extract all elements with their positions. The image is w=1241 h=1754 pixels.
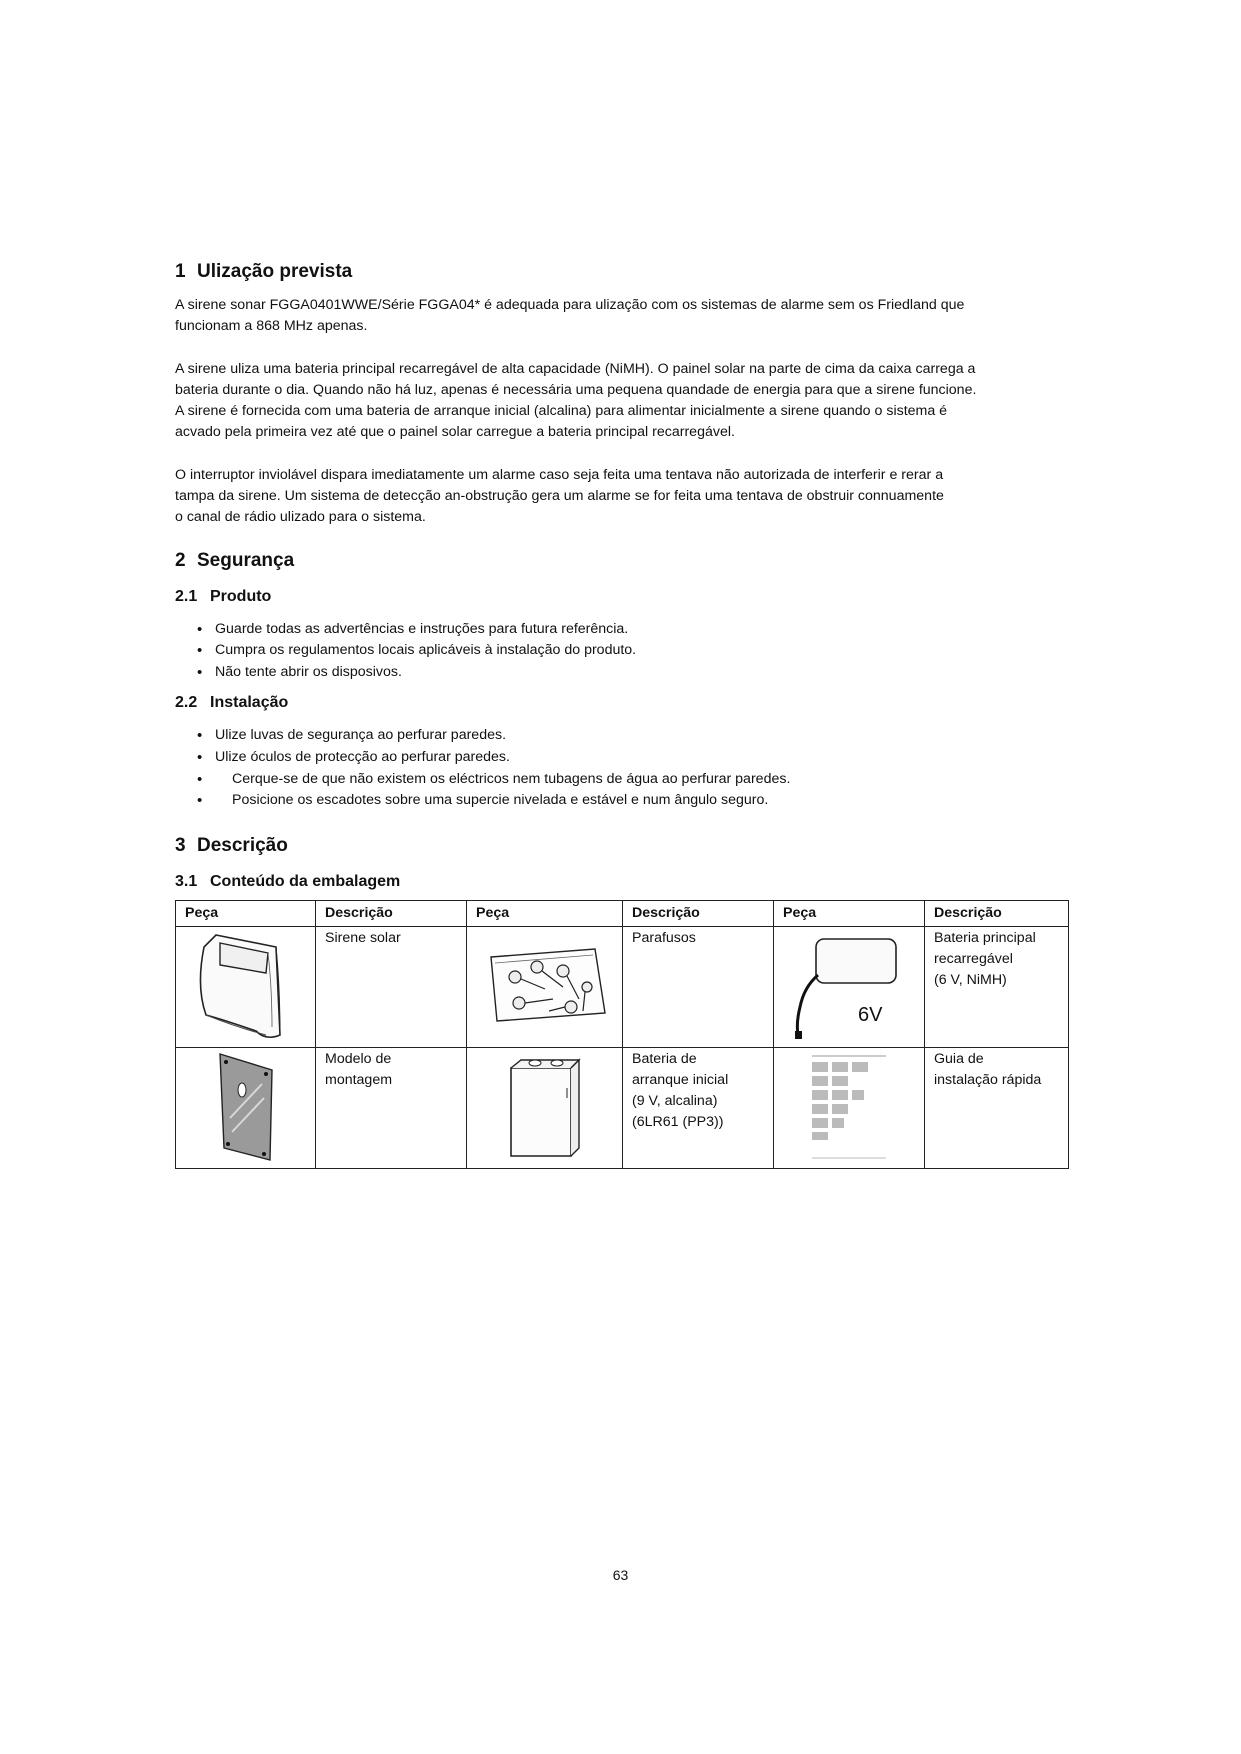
battery-label: 6V	[858, 1003, 883, 1026]
list-item: • Ulize óculos de protecção ao perfurar paredes.	[197, 747, 1075, 769]
product-safety-list	[175, 619, 1075, 684]
mounting-template-icon	[176, 1048, 316, 1168]
table-row	[176, 926, 1069, 1047]
screws-icon	[467, 927, 623, 1047]
table-header-row	[176, 900, 1069, 926]
part-description	[623, 926, 774, 1047]
part-description	[316, 926, 467, 1047]
9v-battery-icon	[467, 1048, 623, 1168]
table-row	[176, 1047, 1069, 1168]
list-item: • Guarde todas as advertências e instruções para futura referência.	[197, 619, 1075, 641]
section-number: 2	[175, 549, 186, 571]
section-title: Segurança	[197, 549, 295, 571]
paragraph-battery: A sirene uliza uma bateria principal recarregável de alta capacidade (NiMH). O painel solar na parte de cima da caixa carrega a bateria durante o dia. Quando não há luz, apenas é necessária uma pequena quandade de energia para que a sirene funcione. A sirene é fornecida com uma bateria de arranque inicial (alcalina) para alimentar inicialmente a sirene quando o sistema é acvado pela primeira vez até que o painel solar carregue a bateria principal recarregável.	[175, 360, 977, 441]
installation-safety-list	[175, 725, 1075, 811]
part-description-text: Modelo de montagem	[325, 1050, 393, 1088]
part-image-cell	[774, 1047, 925, 1168]
section-2-heading	[175, 547, 1075, 575]
part-description	[925, 1047, 1069, 1168]
part-description	[316, 1047, 467, 1168]
subsection-title: Conteúdo da embalagem	[210, 872, 401, 890]
section-1-heading	[175, 258, 1075, 286]
list-item: • Não tente abrir os disposivos.	[197, 662, 1075, 684]
section-title: Ulização prevista	[197, 261, 353, 282]
column-header: Descrição	[623, 900, 774, 926]
list-item: • Posicione os escadotes sobre uma supercie nivelada e estável e num ângulo seguro.	[197, 790, 1075, 812]
part-description	[623, 1047, 774, 1168]
part-description-text: Bateria de arranque inicial (9 V, alcalina) (6LR61 (PP3))	[632, 1050, 729, 1130]
subsection-title: Produto	[210, 587, 272, 605]
part-image-cell	[467, 926, 623, 1047]
part-description-text: Sirene solar	[325, 929, 401, 946]
list-item: • Cumpra os regulamentos locais aplicáveis à instalação do produto.	[197, 640, 1075, 662]
subsection-title: Instalação	[210, 694, 289, 712]
solar-siren-icon	[176, 927, 316, 1047]
part-description-text: Guia de instalação rápida	[934, 1050, 1042, 1088]
section-title: Descrição	[197, 834, 288, 856]
subsection-2-1-heading	[175, 585, 1075, 609]
battery-pack-6v-icon	[774, 927, 925, 1047]
quick-guide-icon	[774, 1048, 925, 1168]
subsection-number: 2.1	[175, 587, 198, 605]
section-number: 3	[175, 834, 186, 856]
part-description-text: Parafusos	[632, 929, 696, 946]
part-description-text: Bateria principal recarregável (6 V, NiMH)	[934, 929, 1036, 988]
column-header: Peça	[176, 900, 316, 926]
column-header: Descrição	[316, 900, 467, 926]
package-contents-table	[175, 900, 1069, 1169]
paragraph-tamper: O interruptor inviolável dispara imediatamente um alarme caso seja feita uma tentava não autorizada de interferir e rerar a tampa da sirene. Um sistema de detecção an-obstrução gera um alarme se for feita uma tentava de obstruir connuamente o canal de rádio ulizado para o sistema.	[175, 466, 944, 526]
list-item: • Cerque-se de que não existem os eléctricos nem tubagens de água ao perfurar paredes.	[197, 769, 1075, 791]
subsection-number: 2.2	[175, 694, 198, 712]
part-image-cell	[176, 926, 316, 1047]
page-content	[175, 258, 1075, 1169]
part-image-cell	[467, 1047, 623, 1168]
paragraph-intended-use: A sirene sonar FGGA0401WWE/Série FGGA04* é adequada para ulização com os sistemas de alarme sem os Friedland que funcionam a 868 MHz apenas.	[175, 297, 965, 335]
column-header: Descrição	[925, 900, 1069, 926]
page-number: 63	[612, 1567, 629, 1583]
list-item: • Ulize luvas de segurança ao perfurar paredes.	[197, 725, 1075, 747]
section-number: 1	[175, 261, 186, 282]
part-image-cell	[176, 1047, 316, 1168]
subsection-number: 3.1	[175, 872, 198, 890]
section-3-heading	[175, 832, 1075, 860]
part-description	[925, 926, 1069, 1047]
column-header: Peça	[467, 900, 623, 926]
subsection-3-1-heading	[175, 870, 1075, 894]
part-image-cell	[774, 926, 925, 1047]
column-header: Peça	[774, 900, 925, 926]
subsection-2-2-heading	[175, 691, 1075, 715]
